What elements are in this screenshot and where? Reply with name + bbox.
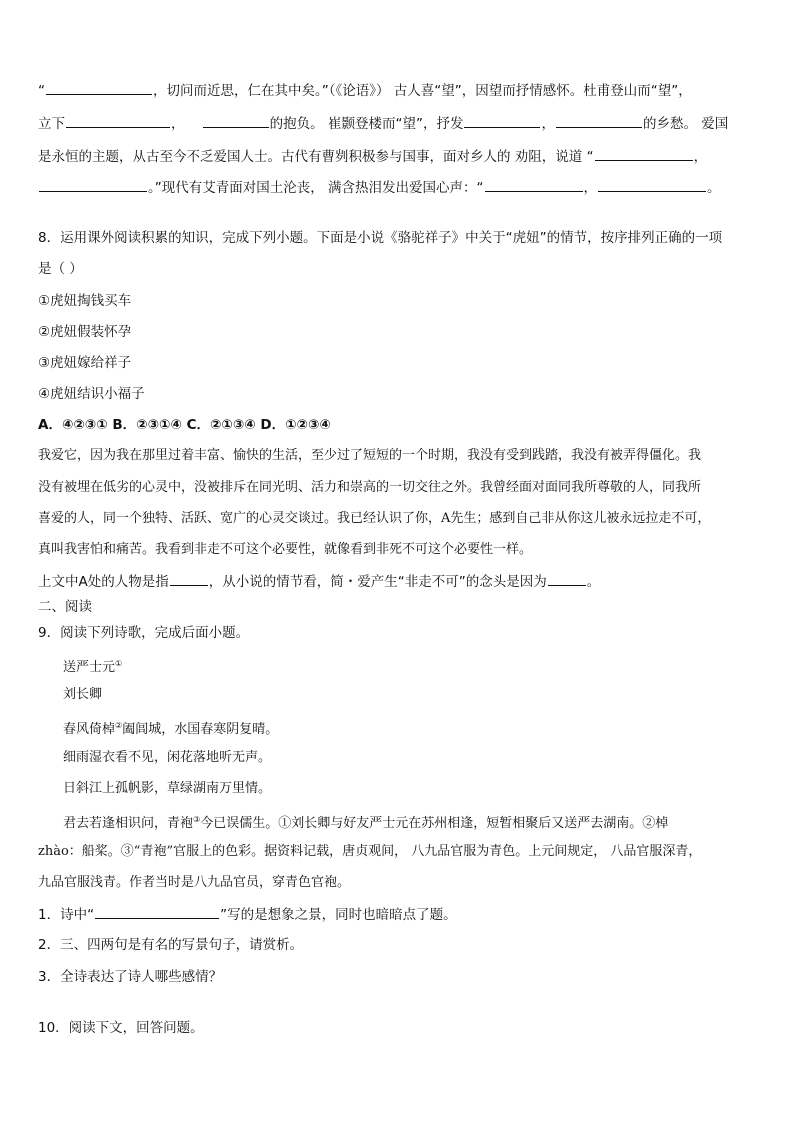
poem-text: 春风倚棹 <box>63 722 116 737</box>
q8-item-2: ②虎妞假装怀孕 <box>38 324 132 340</box>
q7-text: 的乡愁。 爱国 <box>642 116 729 132</box>
passage-line-3: 喜爱的人，同一个独特、活跃、宽广的心灵交谈过。我已经认识了你，A先生；感到自己非从你这儿被永远拉走不可， <box>38 511 711 526</box>
poem-notes: 今已误儒生。①刘长卿与好友严士元在苏州相逢，短暂相聚后又送严去湖南。②棹 <box>200 816 669 831</box>
q8-text: ，从小说的情节看，简・爱产生“非走不可”的念头是因为 <box>208 574 547 590</box>
q7-text: 。”现代有艾青面对国土沦丧， 满含热泪发出爱国心声：“ <box>148 180 484 196</box>
answer-blank[interactable] <box>203 113 269 128</box>
answer-blank[interactable] <box>170 571 208 586</box>
q7-text: ，切问而近思，仁在其中矣。”（《论语》） 古人喜“望”，因望而抒情感怀。杜甫登山而“望”， <box>153 83 692 99</box>
answer-blank[interactable] <box>39 177 147 192</box>
q8-item-4: ④虎妞结识小福子 <box>38 386 145 402</box>
answer-blank[interactable] <box>464 113 540 128</box>
passage-line-4: 真叫我害怕和痛苦。我看到非走不可这个必要性，就像看到非死不可这个必要性一样。 <box>38 542 533 557</box>
answer-blank[interactable] <box>46 80 152 95</box>
q7-text: 是永恒的主题，从古至今不乏爱国人士。古代有曹刿积极参与国事，面对乡人的 劝阻，说道 “ <box>38 149 594 165</box>
q7-text: 立下 <box>38 116 65 132</box>
footnote-marker: ② <box>115 721 123 730</box>
q7-text: ， <box>693 149 708 165</box>
poem-notes-line-2: zhào：船桨。③“青袍”官服上的色彩。据资料记载，唐贞观间， 八九品官服为青色。上元间规定， 八品官服深青， <box>38 844 702 859</box>
q8-item-3: ③虎妞嫁给祥子 <box>38 355 132 371</box>
q7-line-1 <box>38 80 692 101</box>
answer-blank[interactable] <box>66 113 170 128</box>
poem-text: 阖闾城，水国春寒阴复晴。 <box>122 722 279 737</box>
q8-text: 上文中A处的人物是指 <box>38 574 169 590</box>
answer-blank[interactable] <box>485 177 583 192</box>
footnote-marker: ① <box>115 659 123 668</box>
poem-notes-line-3: 九品官服浅青。作者当时是八九品官员，穿青色官袍。 <box>38 875 351 890</box>
q7-line-4 <box>38 177 721 198</box>
poet-name: 刘长卿 <box>63 687 103 702</box>
poem-line-4 <box>63 810 668 834</box>
q8-stem-line-2: 是（ ） <box>38 261 83 277</box>
q7-open-quote: “ <box>38 83 45 99</box>
answer-blank[interactable] <box>598 177 706 192</box>
q8-text: 。 <box>586 574 601 590</box>
q7-line-3 <box>38 146 707 167</box>
poem-line-3: 日斜江上孤帆影，草绿湖南万里情。 <box>63 781 272 796</box>
q9-sub-1 <box>38 904 457 925</box>
q10-stem: 10．阅读下文，回答问题。 <box>38 1020 204 1036</box>
answer-blank[interactable] <box>548 571 586 586</box>
q7-text: 。 <box>707 180 721 196</box>
q7-text: 的抱负。 崔颢登楼而“望”，抒发 <box>269 116 464 132</box>
q9-text: 1．诗中“ <box>38 907 95 923</box>
footnote-marker: ③ <box>193 815 201 824</box>
poem-title <box>63 654 122 678</box>
poem-text: 君去若逢相识问，青袍 <box>63 816 194 831</box>
q7-line-2 <box>38 113 728 134</box>
q9-text: ”写的是想象之景，同时也暗暗点了题。 <box>220 907 457 923</box>
section-heading: 二、阅读 <box>38 599 92 615</box>
q7-text: ， <box>171 116 185 132</box>
q8-options[interactable]: A．④②③① B．②③①④ C．②①③④ D．①②③④ <box>38 417 331 433</box>
poem-title-text: 送严士元 <box>63 660 116 675</box>
answer-blank[interactable] <box>95 904 219 919</box>
passage-line-2: 没有被埋在低劣的心灵中，没被排斥在同光明、活力和崇高的一切交往之外。我曾经面对面同我所尊敬的人，同我所 <box>38 480 702 495</box>
answer-blank[interactable] <box>595 146 693 161</box>
q8-stem-line-1: 8．运用课外阅读积累的知识，完成下列小题。下面是小说《骆驼祥子》中关于“虎妞”的情节，按序排列正确的一项 <box>38 230 723 246</box>
q9-stem: 9．阅读下列诗歌，完成后面小题。 <box>38 625 250 641</box>
q7-text: ， <box>583 180 598 196</box>
q8-item-1: ①虎妞掏钱买车 <box>38 293 132 309</box>
q9-sub-2: 2．三、四两句是有名的写景句子，请赏析。 <box>38 937 304 953</box>
q9-sub-3: 3．全诗表达了诗人哪些感情？ <box>38 969 223 985</box>
q8-passage-question <box>38 571 600 592</box>
poem-line-2: 细雨湿衣看不见，闲花落地听无声。 <box>63 750 272 765</box>
q7-text: ， <box>541 116 555 132</box>
poem-line-1 <box>63 716 278 740</box>
answer-blank[interactable] <box>556 113 642 128</box>
passage-line-1: 我爱它，因为我在那里过着丰富、愉快的生活，至少过了短短的一个时期，我没有受到践踏，我没有被弄得僵化。我 <box>38 448 702 463</box>
